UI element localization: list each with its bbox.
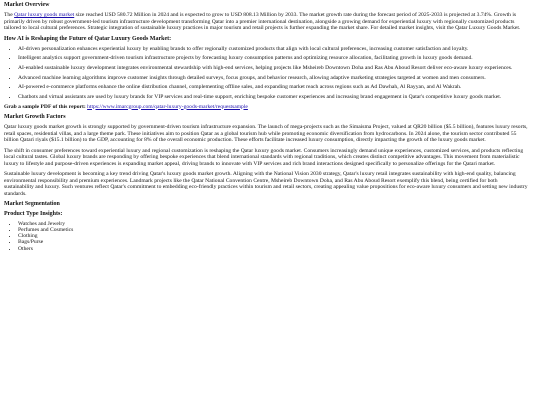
sample-link[interactable]: https://www.imarcgroup.com/qatar-luxury-goods-market/requestsample <box>87 103 248 110</box>
list-item: • AI-driven personalization enhances experiential luxury by enabling brands to offer regionally customized products that align with local cultural preferences, increasing customer satisfaction and loyalty. <box>18 46 528 53</box>
list-item: • Perfumes and Cosmetics <box>18 227 528 233</box>
growth-paragraph-2: The shift in consumer preferences toward experiential luxury and regional customization is reshaping the Qatar luxury goods market. Consumers increasingly demand unique experiences, customized services, and products reflecting local cultural tastes. Global luxury brands are responding by offering bespoke experiences that blend international standards with regional traditions, which creates distinct competitive advantages. This movement from materialistic luxury to lifestyle and purpose-driven experiences is expanding market appeal, driving brands to innovate with VIP services and rich brand interactions designed specifically to personalize offerings for the Qatari market. <box>4 147 524 167</box>
sample-line <box>4 104 528 111</box>
list-item: • AI-powered e-commerce platforms enhance the online distribution channel, complementing offline sales, and expanding market reach across regions such as Ad Dawhah, Al Rayyan, and Al Wakrah. <box>18 84 528 91</box>
qatar-luxury-goods-market-link[interactable]: Qatar luxury goods market <box>14 12 75 18</box>
sample-label: Grab a sample PDF of this report: <box>4 103 88 110</box>
list-item: • AI-enabled sustainable luxury development integrates environmental stewardship with high-end services, helping projects like Msheireb Downtown Doha and Ras Abu Aboud Resort deliver eco-aware luxury experiences. <box>18 65 528 72</box>
segmentation-heading: Market Segmentation <box>4 201 60 208</box>
list-item: • Advanced machine learning algorithms improve customer insights through detailed surveys, focus groups, and behavior research, allowing adaptive marketing strategies targeted at women and men consumers. <box>18 75 528 82</box>
growth-paragraph-1: Qatar luxury goods market growth is strongly supported by government-driven tourism infrastructure expansion. The launch of mega-projects such as the Simaisma Project, valued at QR20 billion ($5.5 billion), features luxury resorts, retail spaces, residential villas, and a large theme park. These initiatives aim to position Qatar as a global tourism hub while promoting economic diversification from hydrocarbons. In 2024 alone, the tourism sector contributed 55 billion Qatari riyals ($15.1 billion) to the GDP, accounting for 8% of the overall economic production. These efforts facilitate increased luxury consumption, directly impacting the growth of the luxury goods market. <box>4 124 528 144</box>
ai-heading: How AI is Reshaping the Future of Qatar Luxury Goods Market: <box>4 35 172 42</box>
market-overview-heading: Market Overview <box>4 2 50 8</box>
product-type-heading: Product Type Insights: <box>4 211 63 218</box>
list-item: • Intelligent analytics support government-driven tourism infrastructure projects by forecasting luxury consumption patterns and optimizing resource allocation, facilitating growth in luxury goods demand. <box>18 55 528 62</box>
overview-text: size reached USD 580.72 Million in 2024 and is expected to grow to USD 808.13 Million by 2033. The market growth rate during the forecast period of 2025-2033 is projected at 3.74%. Growth is primarily driven by robust government-led tourism infrastructure development transforming Qatar into a premier international destination, alongside a growing demand for experiential luxury with regionally customized products tailored to local cultural preferences. Strategic integration of sustainable luxury practices in major tourism and retail projects is further expanding the market share. For detailed market insights, visit the Qatar Luxury Goods Market. <box>4 12 521 31</box>
list-item: • Watches and Jewelry <box>18 221 528 227</box>
growth-heading: Market Growth Factors <box>4 114 66 121</box>
overview-intro: The <box>4 12 15 18</box>
list-item: • Bags/Purse <box>18 239 528 245</box>
growth-paragraph-3: Sustainable luxury development is becoming a key trend driving Qatar's luxury goods market growth. Aligning with the National Vision 2030 strategy, Qatar's luxury retail integrates sustainability with high-end quality, balancing environmental responsibility and premium experiences. Landmark projects like the Qatar National Convention Centre, Msheireb Downtown Doha, and Ras Abu Aboud Resort exemplify this blend, being certified for both sustainability and luxury. Such ventures reflect Qatar's commitment to embedding eco-friendly practices within tourism and retail sectors, creating appealing value propositions for eco-aware luxury consumers and setting new industry standards. <box>4 171 528 197</box>
overview-paragraph <box>4 12 528 32</box>
list-item: • Clothing <box>18 233 528 239</box>
list-item: • Chatbots and virtual assistants are used by luxury brands for VIP services and real-time support, enriching bespoke customer experiences and increasing brand engagement in Qatar's competitive luxury goods market. <box>18 94 528 101</box>
product-type-list <box>4 221 528 251</box>
ai-list <box>4 46 528 101</box>
list-item: • Others <box>18 246 528 252</box>
